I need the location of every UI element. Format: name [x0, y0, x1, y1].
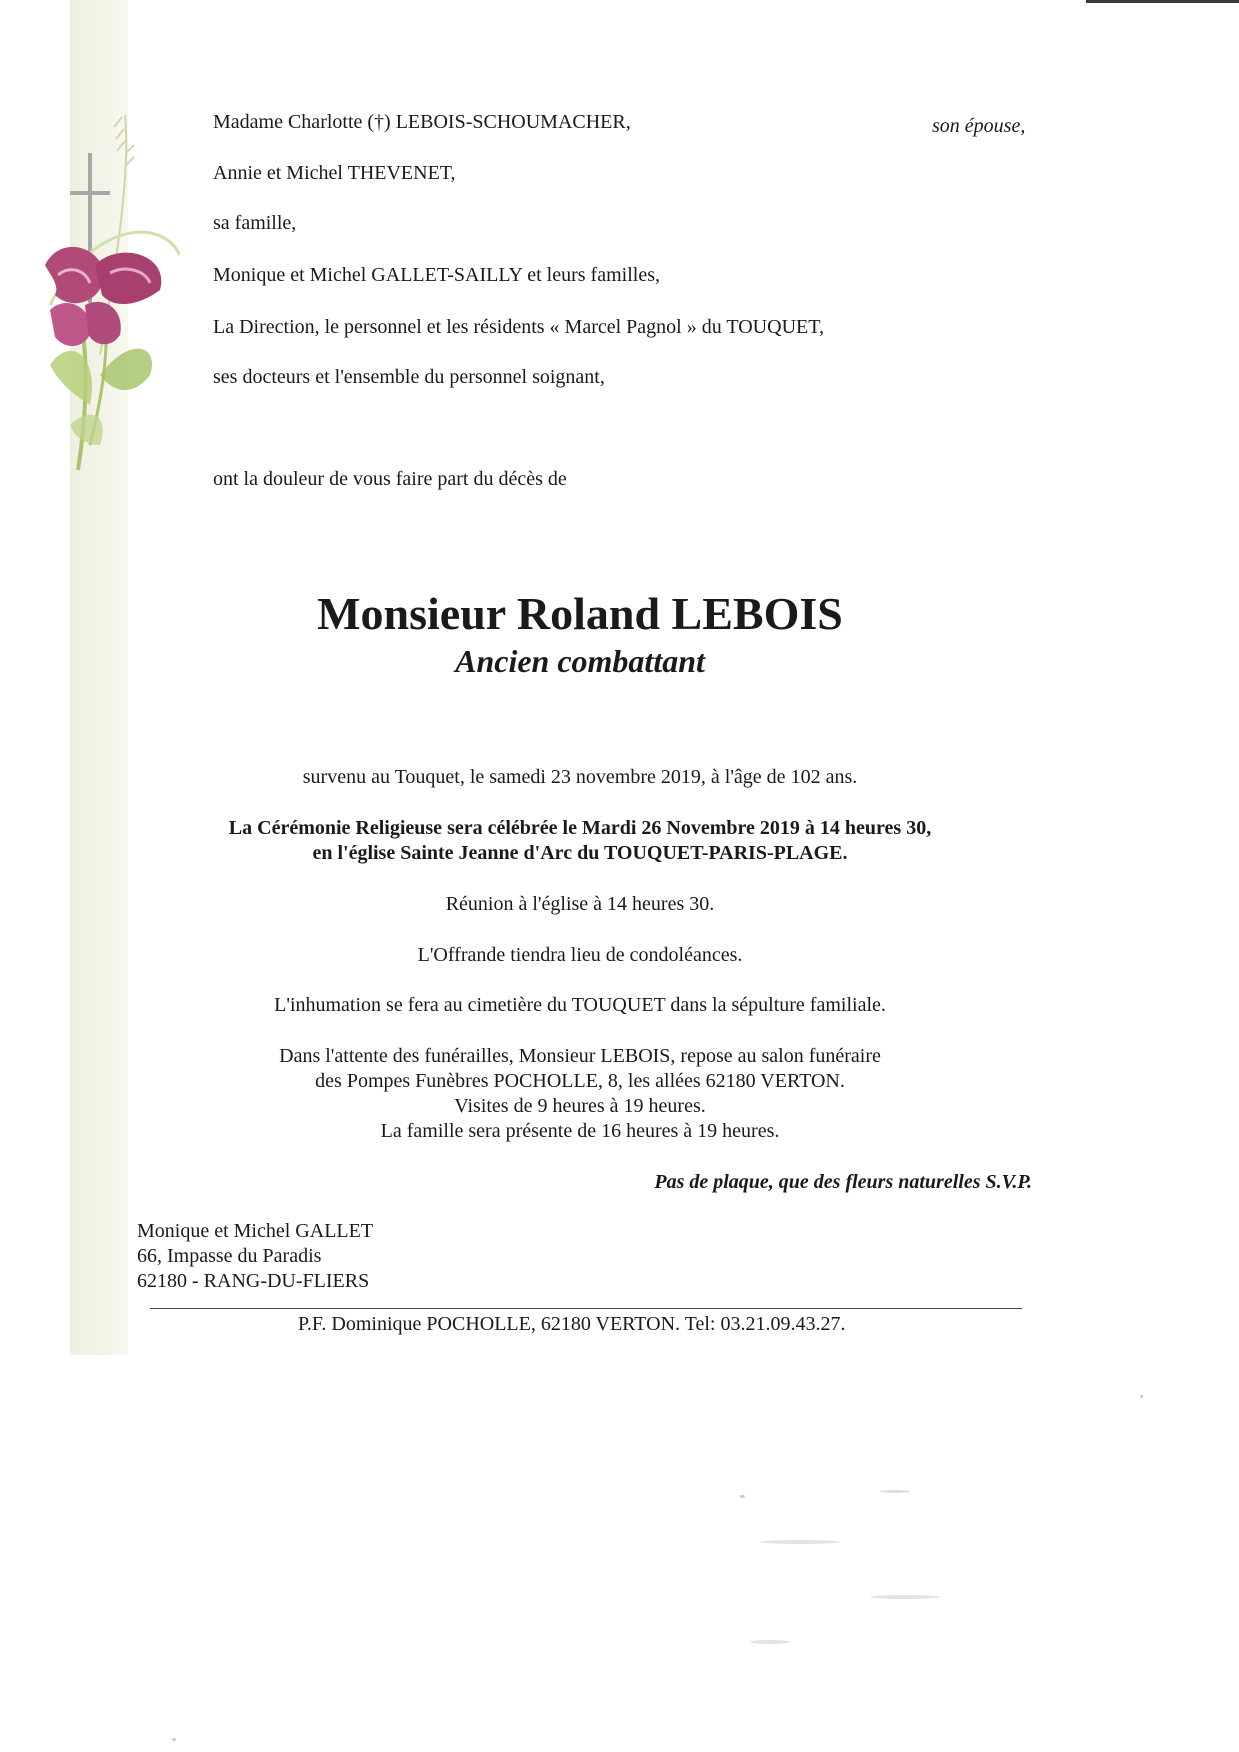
offering-info: L'Offrande tiendra lieu de condoléances.	[417, 944, 743, 966]
scan-speck	[760, 1540, 840, 1544]
ceremony-line-1: La Cérémonie Religieuse sera célébrée le Mardi 26 Novembre 2019 à 14 heures 30,	[228, 817, 932, 839]
family-line-gallet-sailly: Monique et Michel GALLET-SAILLY et leurs familles,	[213, 264, 660, 286]
family-role-wife: son épouse,	[932, 115, 1026, 137]
viewing-line-3: Visites de 9 heures à 19 heures.	[454, 1095, 706, 1117]
scan-speck	[870, 1595, 940, 1599]
scan-speck	[740, 1495, 745, 1498]
cross-and-lily-icon	[30, 105, 180, 475]
burial-info: L'inhumation se fera au cimetière du TOUQUET dans la sépulture familiale.	[274, 994, 886, 1016]
scan-speck	[880, 1490, 910, 1493]
address-street: 66, Impasse du Paradis	[137, 1245, 322, 1267]
viewing-line-4: La famille sera présente de 16 heures à 19 heures.	[380, 1120, 780, 1142]
family-line-doctors: ses docteurs et l'ensemble du personnel soignant,	[213, 366, 605, 388]
deceased-title: Ancien combattant	[455, 643, 705, 679]
scan-edge-line	[1086, 0, 1239, 3]
viewing-line-2: des Pompes Funèbres POCHOLLE, 8, les allées 62180 VERTON.	[315, 1070, 845, 1092]
address-city: 62180 - RANG-DU-FLIERS	[137, 1270, 370, 1292]
meeting-info: Réunion à l'église à 14 heures 30.	[445, 893, 715, 915]
address-name: Monique et Michel GALLET	[137, 1220, 374, 1242]
funeral-home-footer: P.F. Dominique POCHOLLE, 62180 VERTON. Tel: 03.21.09.43.27.	[298, 1313, 846, 1335]
scan-speck	[1140, 1395, 1143, 1398]
death-info: survenu au Touquet, le samedi 23 novembre 2019, à l'âge de 102 ans.	[302, 766, 858, 788]
footer-divider	[150, 1308, 1022, 1309]
family-line-family: sa famille,	[213, 212, 297, 234]
ceremony-line-2: en l'église Sainte Jeanne d'Arc du TOUQUET-PARIS-PLAGE.	[312, 842, 848, 864]
announcement-text: ont la douleur de vous faire part du décès de	[213, 468, 567, 490]
scan-speck	[172, 1738, 176, 1741]
family-line-wife: Madame Charlotte (†) LEBOIS-SCHOUMACHER,	[213, 111, 631, 133]
scan-speck	[750, 1640, 790, 1644]
flowers-note: Pas de plaque, que des fleurs naturelles S.V.P.	[654, 1171, 1032, 1193]
deceased-name: Monsieur Roland LEBOIS	[317, 588, 843, 639]
viewing-line-1: Dans l'attente des funérailles, Monsieur LEBOIS, repose au salon funéraire	[279, 1045, 881, 1067]
family-line-residence: La Direction, le personnel et les résidents « Marcel Pagnol » du TOUQUET,	[213, 316, 824, 338]
family-line-thevenet: Annie et Michel THEVENET,	[213, 162, 456, 184]
